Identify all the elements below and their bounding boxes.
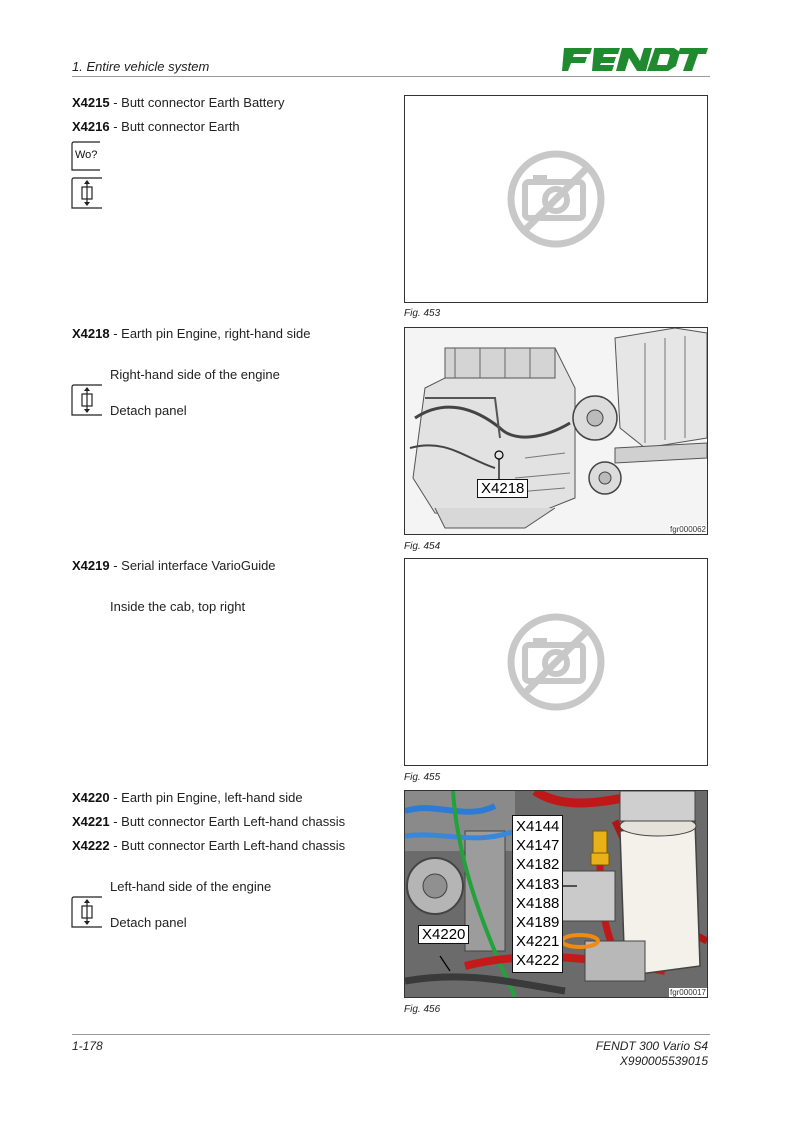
document-number: X990005539015: [619, 1054, 708, 1068]
dismantle-icon: [71, 384, 101, 414]
header-divider: [72, 76, 710, 77]
callout-item: X4221: [516, 933, 560, 951]
location-text: Inside the cab, top right: [110, 599, 246, 614]
callout-item: X4144: [516, 818, 560, 835]
connector-code: X4215: [72, 95, 110, 110]
callout-item: X4183: [516, 875, 560, 893]
figure-code: fgr000062: [669, 525, 706, 534]
connector-code: X4221: [72, 814, 110, 829]
connector-code: X4216: [72, 119, 110, 134]
figure-code: fgr000017: [669, 988, 706, 997]
where-icon: [71, 141, 101, 171]
figure-placeholder: [404, 95, 708, 303]
connector-description: - Butt connector Earth Left-hand chassis: [109, 814, 346, 829]
connector-description: - Butt connector Earth Battery: [109, 95, 285, 110]
figure-caption: Fig. 453: [404, 308, 441, 319]
where-icon-label: Wo?: [75, 149, 98, 161]
connector-callout: X4220: [418, 925, 469, 944]
callout-item: X4182: [516, 856, 560, 874]
fendt-logo: [562, 44, 708, 74]
callout-item: X4188: [516, 894, 560, 912]
connector-entry: [72, 326, 311, 341]
footer-divider: [72, 1034, 710, 1035]
connector-entry: [72, 558, 276, 573]
connector-code: X4219: [72, 558, 110, 573]
figure-caption: Fig. 455: [404, 772, 441, 783]
no-photo-icon: [405, 96, 707, 302]
connector-description: - Butt connector Earth Left-hand chassis: [109, 838, 346, 853]
connector-entry: [72, 838, 345, 853]
action-text: Detach panel: [110, 403, 187, 418]
connector-code: X4218: [72, 326, 110, 341]
engine-illustration: [405, 328, 707, 534]
page-number: 1-178: [72, 1039, 103, 1053]
action-text: Detach panel: [110, 915, 187, 930]
connector-description: - Earth pin Engine, left-hand side: [109, 790, 303, 805]
dismantle-icon: [71, 896, 101, 926]
connector-description: - Earth pin Engine, right-hand side: [109, 326, 311, 341]
document-info: [596, 1039, 708, 1069]
connector-description: - Butt connector Earth: [109, 119, 240, 134]
connector-entry: [72, 790, 303, 805]
connector-code: X4220: [72, 790, 110, 805]
section-title: 1. Entire vehicle system: [72, 59, 210, 74]
location-text: Right-hand side of the engine: [110, 367, 280, 382]
callout-item: X4222: [516, 952, 560, 970]
connector-entry: [72, 814, 345, 829]
figure-placeholder: [404, 558, 708, 766]
figure-caption: Fig. 454: [404, 541, 441, 552]
engine-left-figure: [404, 790, 708, 998]
dismantle-icon: [71, 177, 101, 207]
connector-code: X4222: [72, 838, 110, 853]
connector-callout: X4218: [477, 479, 528, 498]
connector-entry: [72, 95, 284, 110]
callout-item: X4147: [516, 837, 560, 855]
connector-callout-list: [512, 815, 563, 973]
location-text: Left-hand side of the engine: [110, 879, 272, 894]
figure-caption: Fig. 456: [404, 1004, 441, 1015]
model-name: FENDT 300 Vario S4: [595, 1039, 708, 1053]
connector-description: - Serial interface VarioGuide: [109, 558, 276, 573]
connector-entry: [72, 119, 240, 134]
no-photo-icon: [405, 559, 707, 765]
callout-item: X4189: [516, 914, 560, 932]
engine-right-figure: [404, 327, 708, 535]
